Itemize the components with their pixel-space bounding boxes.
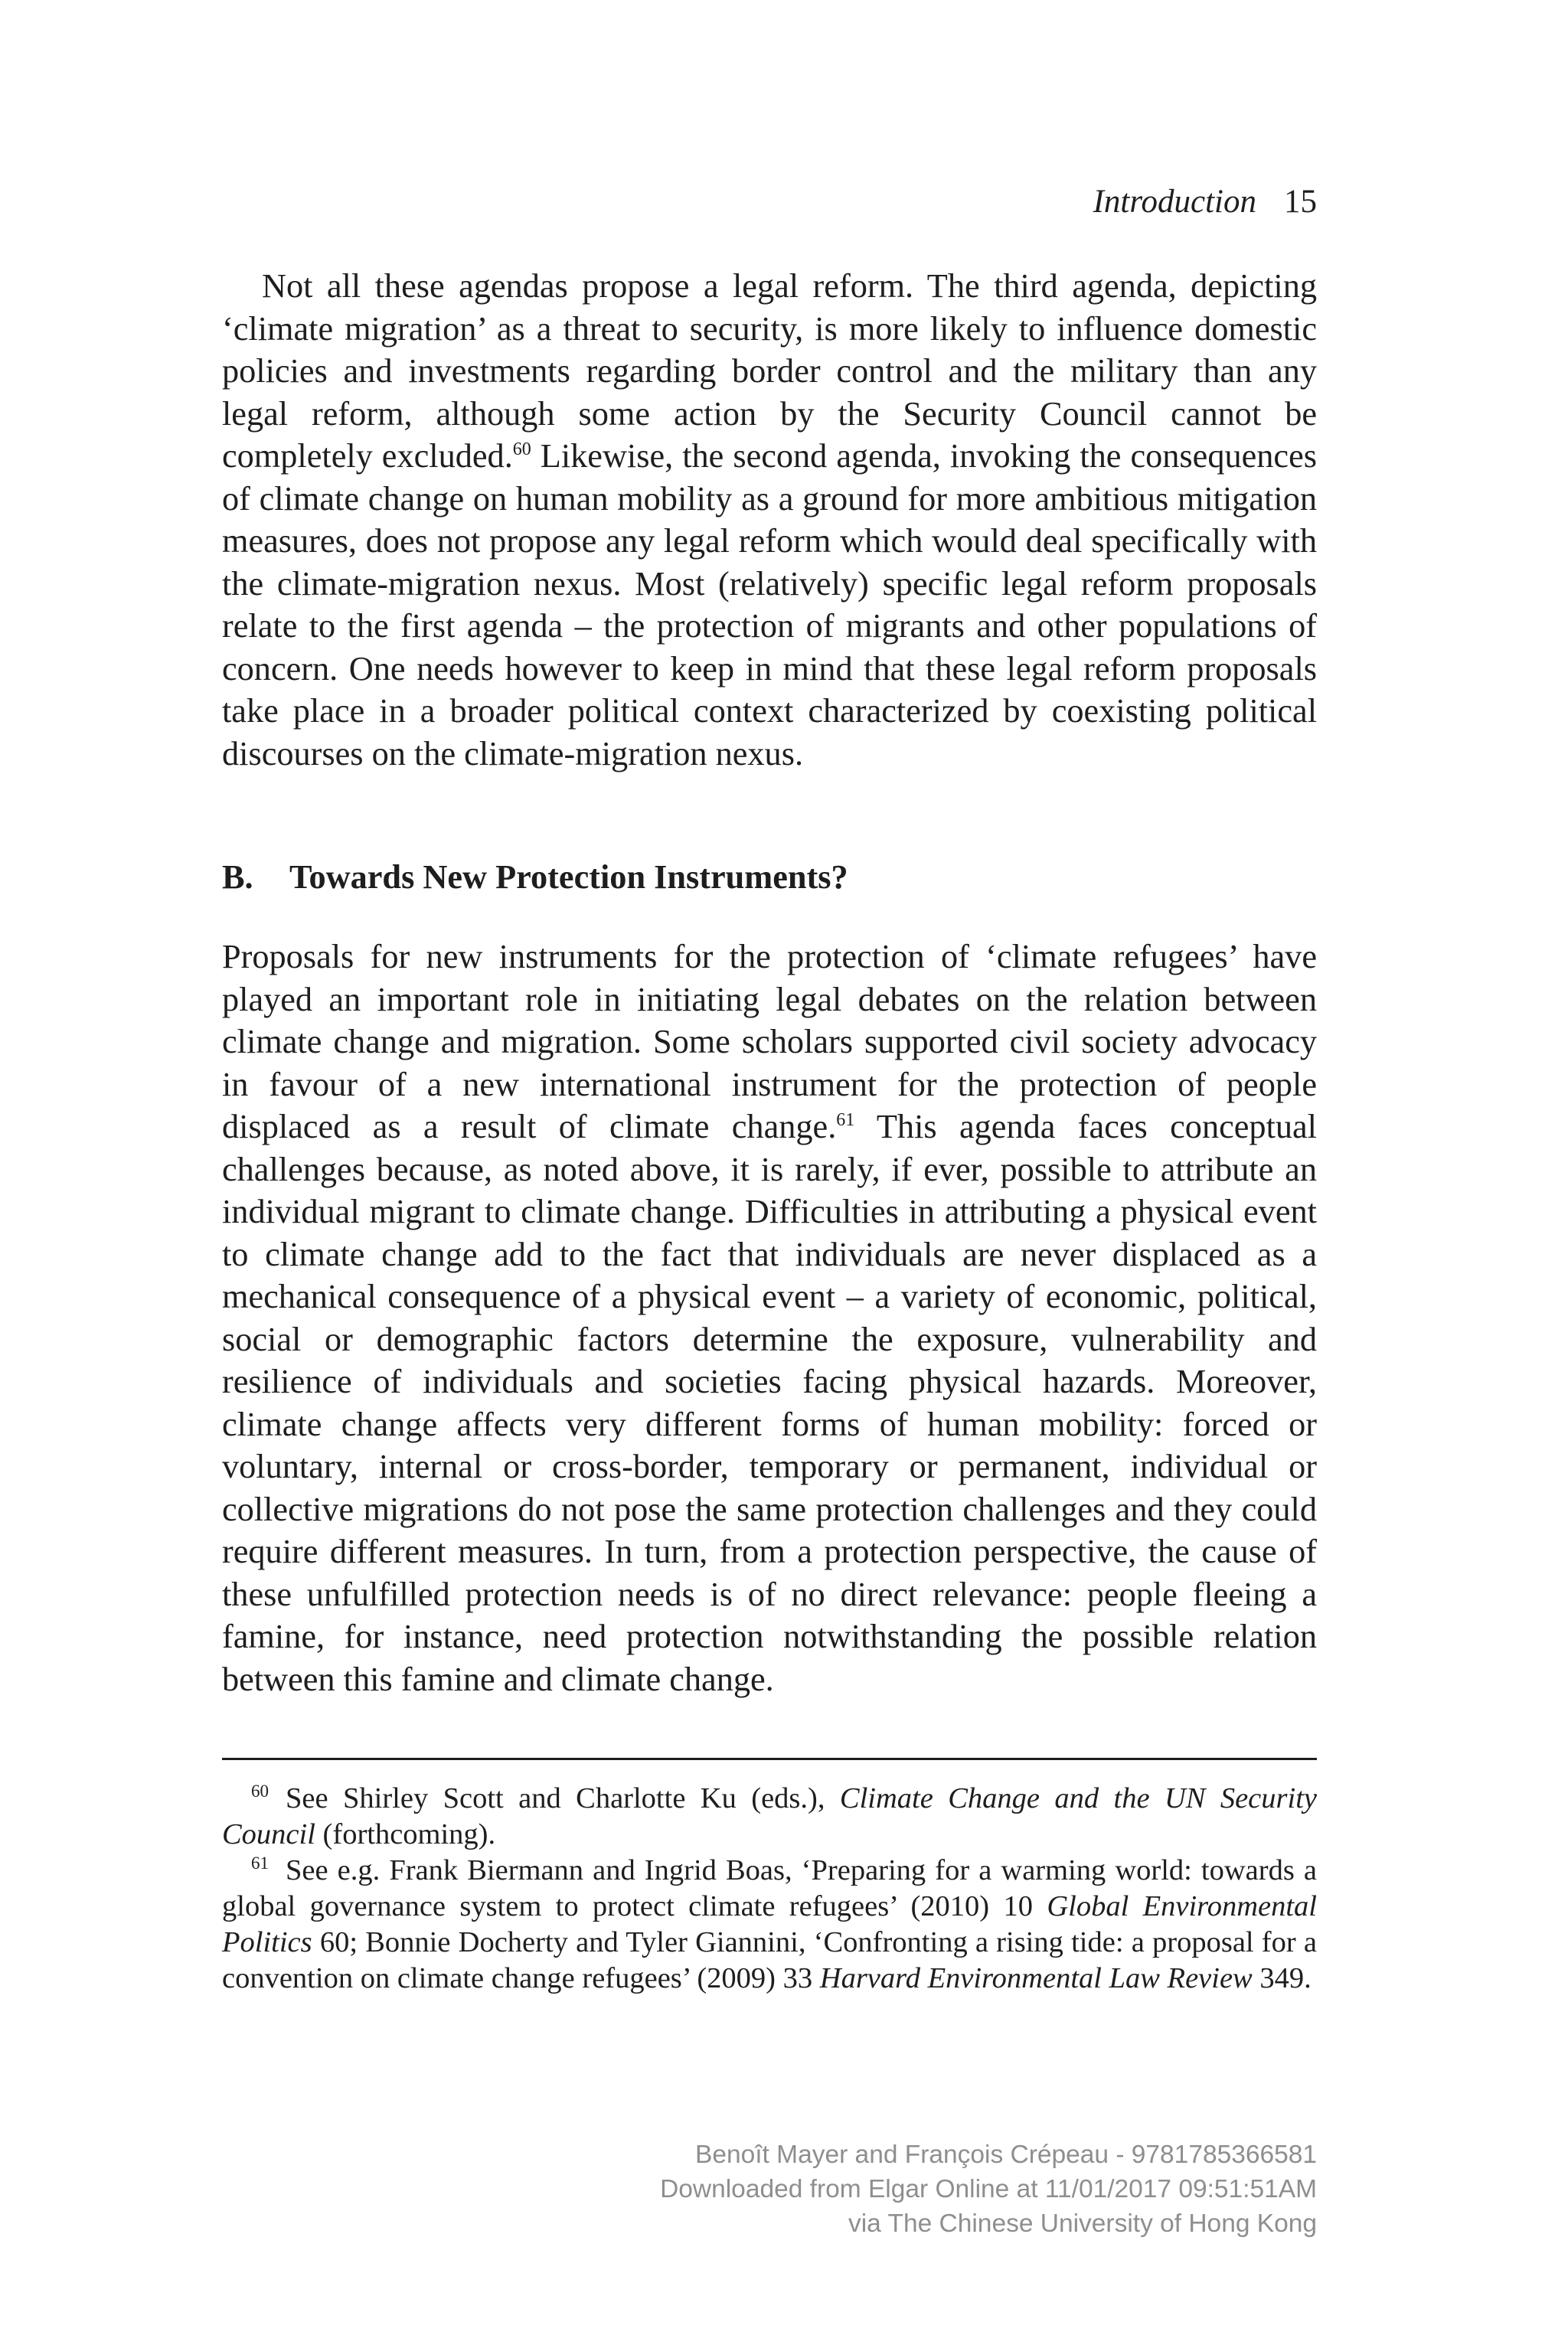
- running-head: [222, 181, 1317, 224]
- watermark-line: Downloaded from Elgar Online at 11/01/2017 09:51:51AM: [660, 2175, 1317, 2203]
- footnote-text: (forthcoming).: [315, 1818, 496, 1850]
- running-head-title: Introduction: [1093, 184, 1256, 220]
- download-watermark: [536, 2138, 1317, 2241]
- watermark-line: Benoît Mayer and François Crépeau - 9781785366581: [695, 2141, 1317, 2169]
- paragraph-text: This agenda faces conceptual challenges because, as noted above, it is rarely, if ever, possible to attribute an individual migrant to climate change. Difficulties in attributing a physical event to climate change add to the fact that individuals are never displaced as a mechanical consequence of a physical event – a variety of economic, political, social or demographic factors determine the exposure, vulnerability and resilience of individuals and societies facing physical hazards. Moreover, climate change affects very different forms of human mobility: forced or voluntary, internal or cross-border, temporary or permanent, individual or collective migrations do not pose the same protection challenges and they could require different measures. In turn, from a protection perspective, the cause of these unfulfilled protection needs is of no direct relevance: people fleeing a famine, for instance, need protection notwithstanding the possible relation between this famine and climate change.: [222, 1108, 1317, 1698]
- footnote-divider: [222, 1758, 1317, 1760]
- paragraph-protection-instruments: [222, 936, 1317, 1700]
- paragraph-text: Likewise, the second agenda, invoking the consequences of climate change on human mobility as a ground for more ambitious mitigation measures, does not propose any legal reform which would deal specifically with the climate-migration nexus. Most (relatively) specific legal reform proposals relate to the first agenda – the protection of migrants and other populations of concern. One needs however to keep in mind that these legal reform proposals take place in a broader political context characterized by coexisting political discourses on the climate-migration nexus.: [222, 437, 1317, 772]
- footnote-61: [222, 1853, 1317, 1997]
- footnote-italic-title: Climate Change and the UN Security Council: [222, 1782, 1317, 1850]
- footnote-text: See e.g. Frank Biermann and Ingrid Boas, ‘Preparing for a warming world: towards a global governance system to protect climate refugees’ (2010) 10: [222, 1854, 1317, 1922]
- watermark-line: via The Chinese University of Hong Kong: [848, 2210, 1317, 2238]
- section-label: B.: [222, 858, 253, 896]
- footnote-italic-title: Global Environmental Politics: [222, 1890, 1317, 1958]
- footnote-text: 60; Bonnie Docherty and Tyler Giannini, ‘Confronting a rising tide: a proposal for a convention on climate change refugees’ (2009) 33: [222, 1926, 1317, 1994]
- footnote-number: 60: [251, 1782, 269, 1801]
- paragraph-text: Proposals for new instruments for the protection of ‘climate refugees’ have played an important role in initiating legal debates on the relation between climate change and migration. Some scholars supported civil society advocacy in favour of a new international instrument for the protection of people displaced as a result of climate change.: [222, 938, 1317, 1145]
- footnote-italic-title: Harvard Environmental Law Review: [819, 1962, 1253, 1994]
- paragraph-agendas: [222, 265, 1317, 775]
- footnote-text: See Shirley Scott and Charlotte Ku (eds.),: [286, 1782, 840, 1814]
- footnote-reference-60[interactable]: 60: [512, 439, 531, 460]
- footnotes: [222, 1781, 1317, 1997]
- section-title: Towards New Protection Instruments?: [289, 858, 848, 896]
- page-number: 15: [1284, 184, 1317, 220]
- paragraph-text: Not all these agendas propose a legal reform. The third agenda, depicting ‘climate migration’ as a threat to security, is more likely to influence domestic policies and investments regarding border control and the military than any legal reform, although some action by the Security Council cannot be completely excluded.: [222, 267, 1317, 475]
- footnote-number: 61: [251, 1854, 269, 1873]
- footnote-60: [222, 1781, 1317, 1853]
- footnote-reference-61[interactable]: 61: [836, 1110, 855, 1131]
- section-heading: [222, 856, 1317, 899]
- footnote-text: 349.: [1252, 1962, 1312, 1994]
